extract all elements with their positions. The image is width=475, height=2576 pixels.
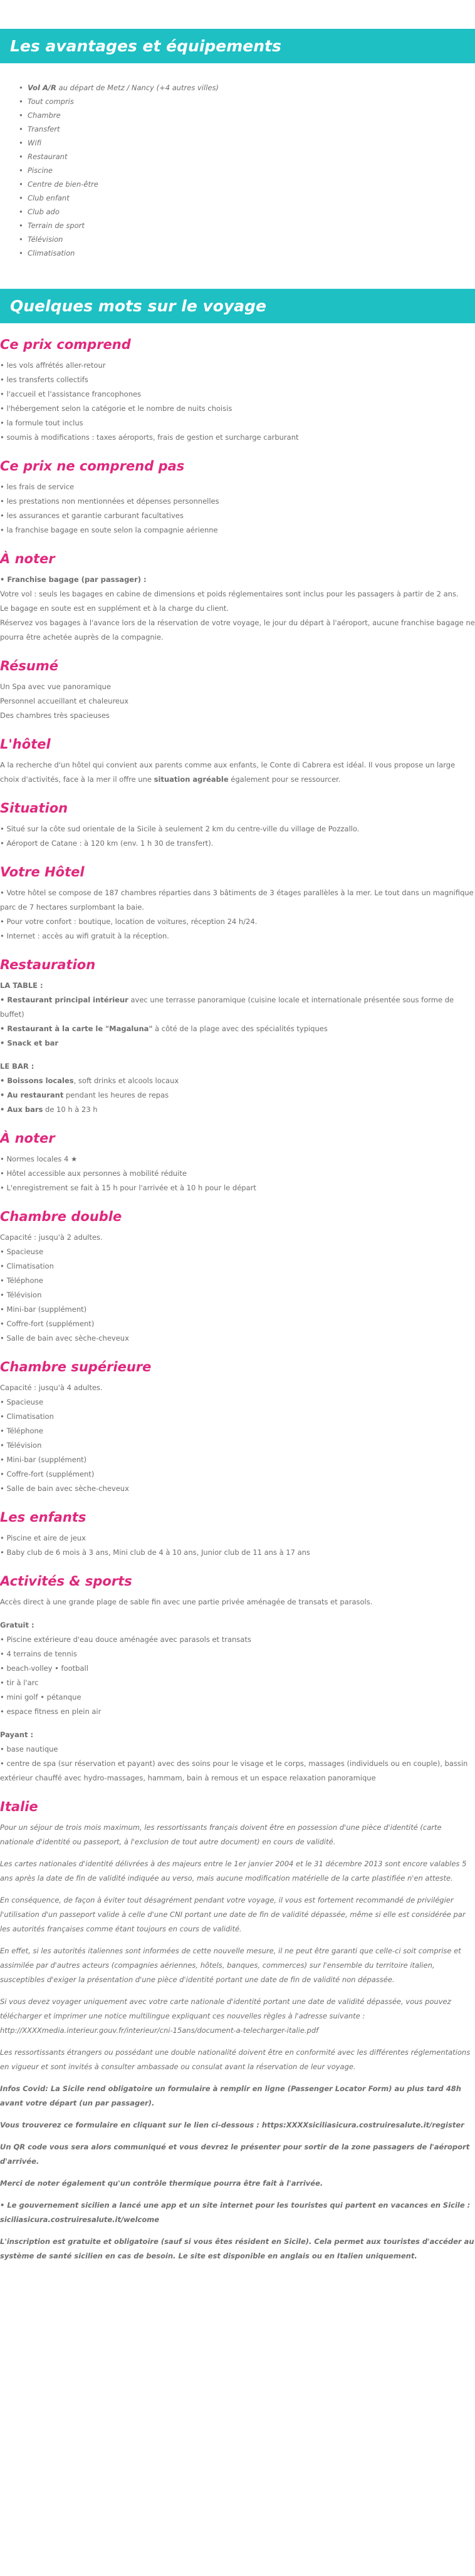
equipment-item <box>28 108 475 122</box>
text-line-bold: • Snack et bar <box>0 1039 59 1047</box>
note2-title: À noter <box>0 1131 55 1146</box>
double-room-list <box>0 1230 475 1346</box>
text-line <box>0 1022 475 1036</box>
equipment-item <box>28 95 475 108</box>
baggage-note-heading: • Franchise bagage (par passager) : <box>0 575 147 584</box>
text-line: • les transferts collectifs <box>0 375 88 384</box>
text-line: Pour un séjour de trois mois maximum, les ressortissants français doivent être en possession d'une pièce d'identité (carte nationale d'identité ou passeport, à l'exclusion de tout autre document) en cours de validité. <box>0 1823 442 1846</box>
text-line-rest: pendant les heures de repas <box>63 1091 169 1099</box>
superior-room-title: Chambre supérieure <box>0 1359 152 1374</box>
equipment-item-bold: Vol A/R <box>28 83 56 92</box>
price-includes-list <box>0 358 475 445</box>
text-line: Personnel accueillant et chaleureux <box>0 697 129 705</box>
equipment-item-label: Terrain de sport <box>28 221 85 230</box>
text-line: • Mini-bar (supplément) <box>0 1305 87 1314</box>
text-line: • les assurances et garantie carburant facultatives <box>0 511 184 520</box>
free-list <box>0 1633 475 1719</box>
equipment-item <box>28 177 475 191</box>
hotel-description <box>0 758 475 787</box>
equipment-item <box>28 246 475 260</box>
content <box>0 337 475 2263</box>
text-line: • la formule tout inclus <box>0 418 83 427</box>
text-line: Merci de noter également qu'un contrôle thermique pourra être fait à l'arrivée. <box>0 2179 323 2188</box>
text-line: • Télévision <box>0 1291 42 1299</box>
price-includes-title: Ce prix comprend <box>0 337 131 352</box>
text-line: • beach-volley • football <box>0 1664 88 1673</box>
free-label: Gratuit : <box>0 1621 34 1629</box>
equipment-item-label: Club enfant <box>28 194 70 202</box>
text-line: • les frais de service <box>0 482 75 491</box>
equipment-list <box>0 81 475 260</box>
text-line: • les prestations non mentionnées et dépenses personnelles <box>0 497 219 506</box>
text-line <box>0 1074 475 1088</box>
situation-list <box>0 822 475 851</box>
hotel-text-end: également pour se ressourcer. <box>228 775 341 784</box>
text-line-rest: à côté de la plage avec des spécialités typiques <box>152 1024 328 1033</box>
text-line: • Spacieuse <box>0 1398 44 1406</box>
text-line: Les ressortissants étrangers ou possédant une double nationalité doivent être en conformité avec les différentes réglementations en vigueur et sont invités à consulter ambassade ou consulat avant la réservation de leur voyage. <box>0 2048 471 2071</box>
text-line: • Salle de bain avec sèche-cheveux <box>0 1484 129 1493</box>
text-line <box>0 1103 475 1117</box>
text-line: • centre de spa (sur réservation et payant) avec des soins pour le visage et le corps, massages (individuels ou en couple), bassin extérieur chauffé avec hydro-massages, hammam, bain à remous et un espace relaxation panoramique <box>0 1759 468 1782</box>
children-title: Les enfants <box>0 1510 86 1525</box>
italy-title: Italie <box>0 1799 38 1814</box>
equipment-item <box>28 219 475 232</box>
italy-paragraphs <box>0 1820 475 2074</box>
equipment-item-label: au départ de Metz / Nancy (+4 autres villes) <box>56 83 219 92</box>
text-line: Les cartes nationales d'identité délivrées à des majeurs entre le 1er janvier 2004 et le 31 décembre 2013 sont encore valables 5 ans après la date de fin de validité indiquée au verso, mais aucune modification matérielle de la carte plastifiée n'en atteste. <box>0 1859 467 1883</box>
price-excludes-title: Ce prix ne comprend pas <box>0 459 185 474</box>
page <box>0 29 475 2263</box>
text-line: Un QR code vous sera alors communiqué et vous devrez le présenter pour sortir de la zone passagers de l'aéroport d'arrivée. <box>0 2142 470 2166</box>
covid-paragraphs <box>0 2082 475 2263</box>
text-line: • Télévision <box>0 1441 42 1450</box>
text-line: • la franchise bagage en soute selon la compagnie aérienne <box>0 526 218 534</box>
text-line-rest: de 10 h à 23 h <box>43 1105 98 1114</box>
situation-title: Situation <box>0 801 68 816</box>
equipment-item-label: Transfert <box>28 125 60 133</box>
equipment-item <box>28 205 475 219</box>
text-line: • Climatisation <box>0 1412 54 1421</box>
superior-room-list <box>0 1381 475 1496</box>
equipment-item-label: Club ado <box>28 207 60 216</box>
text-line: • espace fitness en plein air <box>0 1707 102 1716</box>
bar-list <box>0 1074 475 1117</box>
text-line-bold: • Restaurant principal intérieur <box>0 995 128 1004</box>
text-line: Votre vol : seuls les bagages en cabine de dimensions et poids réglementaires sont inclus pour les passagers à partir de 2 ans. <box>0 589 459 598</box>
equipment-item-label: Tout compris <box>28 97 74 106</box>
text-line: • Mini-bar (supplément) <box>0 1455 87 1464</box>
text-line: Réservez vos bagages à l'avance lors de la réservation de votre voyage, le jour du départ à l'aéroport, aucune franchise bagage ne pourra être achetée auprès de la compagnie. <box>0 618 475 641</box>
equipment-item <box>28 136 475 150</box>
text-line: • Coffre-fort (supplément) <box>0 1470 95 1478</box>
text-line: • base nautique <box>0 1745 58 1753</box>
text-line: • Le gouvernement sicilien a lancé une app et un site internet pour les touristes qui partent en vacances en Sicile : siciliasicura.costruiresalute.it/welcome <box>0 2201 471 2224</box>
hotel-text: A la recherche d'un hôtel qui convient aux parents comme aux enfants, le Conte di Cabrera est idéal. Il vous propose un large choix d'activités, face à la mer il offre une <box>0 761 456 784</box>
text-line: • Normes locales 4 ★ <box>0 1155 78 1163</box>
voyage-banner: Quelques mots sur le voyage <box>0 289 475 323</box>
equipment-banner: Les avantages et équipements <box>0 29 475 63</box>
text-line: L'inscription est gratuite et obligatoire (sauf si vous êtes résident en Sicile). Cela permet aux touristes d'accéder au système de santé sicilien en cas de besoin. Le site est disponible en anglais ou en Italien uniquement. <box>0 2237 474 2260</box>
table-label: LA TABLE : <box>0 981 43 990</box>
children-list <box>0 1531 475 1560</box>
equipment-item <box>28 191 475 205</box>
text-line: Des chambres très spacieuses <box>0 711 110 720</box>
hotel-title: L'hôtel <box>0 737 51 752</box>
equipment-item <box>28 232 475 246</box>
price-excludes-list <box>0 480 475 538</box>
text-line: • tir à l'arc <box>0 1678 39 1687</box>
text-line: En effet, si les autorités italiennes sont informées de cette nouvelle mesure, il ne peut être garanti que celle-ci soit comprise et assimilée par d'autres acteurs (compagnies aériennes, hôtels, banques, commerces) sur l'ensemble du territoire italien, susceptibles d'exiger la présentation d'une pièce d'identité portant une date de fin de validité non dépassée. <box>0 1946 461 1984</box>
text-line: Capacité : jusqu'à 2 adultes. <box>0 1233 103 1242</box>
bar-label: LE BAR : <box>0 1062 34 1071</box>
text-line: • l'accueil et l'assistance francophones <box>0 390 142 398</box>
text-line-rest: avec une terrasse panoramique (cuisine locale et internationale présentée sous forme de buffet) <box>0 995 454 1019</box>
text-line: • Spacieuse <box>0 1247 44 1256</box>
text-line-bold: • Au restaurant <box>0 1091 64 1099</box>
restauration-title: Restauration <box>0 957 96 972</box>
text-line: • Internet : accès au wifi gratuit à la réception. <box>0 932 169 940</box>
text-line: • L'enregistrement se fait à 15 h pour l'arrivée et à 10 h pour le départ <box>0 1183 256 1192</box>
text-line: Vous trouverez ce formulaire en cliquant sur le lien ci-dessous : https:XXXXsiciliasicura.costruiresalute.it/register <box>0 2121 464 2129</box>
equipment-item-label: Piscine <box>28 166 53 175</box>
equipment-item-label: Chambre <box>28 111 61 120</box>
paid-list <box>0 1742 475 1785</box>
text-line-rest: , soft drinks et alcools locaux <box>73 1076 179 1085</box>
equipment-item <box>28 150 475 164</box>
text-line: • Votre hôtel se compose de 187 chambres réparties dans 3 bâtiments de 3 étages parallèles à la mer. Le tout dans un magnifique parc de 7 hectares surplombant la baie. <box>0 888 474 911</box>
text-line: Si vous devez voyager uniquement avec votre carte nationale d'identité portant une date de validité dépassée, vous pouvez télécharger et imprimer une notice multilingue expliquant ces nouvelles règles à l'adresse suivante : http://XXXXmedia.interieur.gouv.fr/interieur/cni-15ans/document-a-telecharger-italie.pdf <box>0 1997 451 2035</box>
hotel-text-highlight: situation agréable <box>154 775 229 784</box>
text-line: • Téléphone <box>0 1276 43 1285</box>
activities-title: Activités & sports <box>0 1574 132 1589</box>
text-line: Infos Covid: La Sicile rend obligatoire un formulaire à remplir en ligne (Passenger Locator Form) au plus tard 48h avant votre départ (un par passager). <box>0 2084 461 2107</box>
text-line: • Hôtel accessible aux personnes à mobilité réduite <box>0 1169 187 1178</box>
equipment-item-label: Wifi <box>28 138 41 147</box>
text-line: • Pour votre confort : boutique, location de voitures, réception 24 h/24. <box>0 917 258 926</box>
text-line: Capacité : jusqu'à 4 adultes. <box>0 1383 103 1392</box>
baggage-note <box>0 587 475 645</box>
summary-title: Résumé <box>0 658 58 673</box>
activities-intro: Accès direct à une grande plage de sable fin avec une partie privée aménagée de transats et parasols. <box>0 1597 373 1606</box>
text-line: • 4 terrains de tennis <box>0 1649 77 1658</box>
text-line <box>0 1088 475 1103</box>
paid-label: Payant : <box>0 1730 34 1739</box>
text-line: • Téléphone <box>0 1426 43 1435</box>
text-line: En conséquence, de façon à éviter tout désagrément pendant votre voyage, il vous est fortement recommandé de privilégier l'utilisation d'un passeport valide à celle d'une CNI portant une date de fin de validité dépassée, même si elle est considérée par les autorités françaises comme étant toujours en cours de validité. <box>0 1896 466 1933</box>
text-line: • Piscine extérieure d'eau douce aménagée avec parasols et transats <box>0 1635 251 1644</box>
double-room-title: Chambre double <box>0 1209 122 1224</box>
table-list <box>0 993 475 1051</box>
text-line: • Piscine et aire de jeux <box>0 1534 86 1542</box>
text-line-bold: • Boissons locales <box>0 1076 74 1085</box>
text-line: • Coffre-fort (supplément) <box>0 1319 95 1328</box>
your-hotel-list <box>0 886 475 943</box>
text-line <box>0 993 475 1022</box>
text-line: • Climatisation <box>0 1262 54 1270</box>
text-line: • Aéroport de Catane : à 120 km (env. 1 h 30 de transfert). <box>0 839 214 848</box>
equipment-item <box>28 164 475 177</box>
text-line: • Baby club de 6 mois à 3 ans, Mini club de 4 à 10 ans, Junior club de 11 ans à 17 ans <box>0 1548 310 1557</box>
text-line: • l'hébergement selon la catégorie et le nombre de nuits choisis <box>0 404 232 413</box>
text-line: Un Spa avec vue panoramique <box>0 682 111 691</box>
equipment-item-label: Climatisation <box>28 249 75 257</box>
text-line: • les vols affrétés aller-retour <box>0 361 106 370</box>
summary-list <box>0 680 475 723</box>
text-line: • soumis à modifications : taxes aéroports, frais de gestion et surcharge carburant <box>0 433 299 442</box>
equipment-item-label: Télévision <box>28 235 63 244</box>
note2-list <box>0 1152 475 1195</box>
text-line-bold: • Restaurant à la carte le "Magaluna" <box>0 1024 153 1033</box>
note-title: À noter <box>0 551 55 566</box>
text-line: • mini golf • pétanque <box>0 1693 81 1701</box>
equipment-item-label: Centre de bien-être <box>28 180 98 189</box>
text-line: • Situé sur la côte sud orientale de la Sicile à seulement 2 km du centre-ville du village de Pozzallo. <box>0 824 360 833</box>
your-hotel-title: Votre Hôtel <box>0 865 85 880</box>
equipment-item <box>28 81 475 95</box>
text-line-bold: • Aux bars <box>0 1105 43 1114</box>
equipment-item <box>28 122 475 136</box>
text-line: Le bagage en soute est en supplément et à la charge du client. <box>0 604 229 613</box>
text-line <box>0 1036 475 1051</box>
equipment-item-label: Restaurant <box>28 152 68 161</box>
text-line: • Salle de bain avec sèche-cheveux <box>0 1334 129 1343</box>
